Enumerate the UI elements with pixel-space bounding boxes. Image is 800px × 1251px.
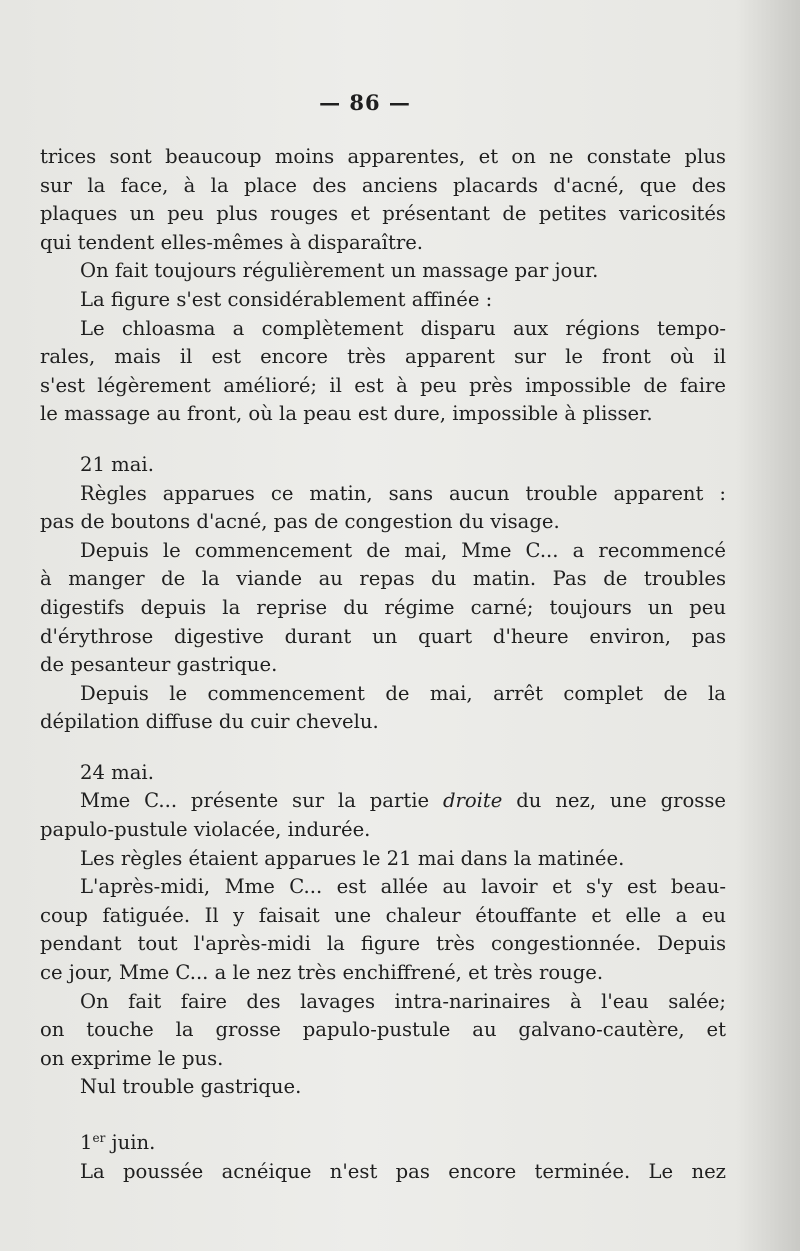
text-line: trices sont beaucoup moins apparentes, et on ne constate plus: [40, 145, 726, 168]
text-line: La poussée acnéique n'est pas encore terminée. Le nez: [80, 1159, 726, 1183]
text-line: s'est légèrement amélioré; il est à peu près impossible de faire: [40, 373, 726, 397]
emphasis-text: droite: [442, 789, 503, 813]
text-line: pas de boutons d'acné, pas de congestion du visage.: [40, 510, 560, 534]
text-line: qui tendent elles-mêmes à disparaître.: [40, 230, 424, 254]
text-line: [40, 787, 726, 816]
paragraph-viande: [40, 537, 726, 680]
text-line: d'érythrose digestive durant un quart d'heure environ, pas: [40, 624, 726, 648]
text-line: coup fatiguée. Il y faisait une chaleur étouffante et elle a eu: [40, 903, 726, 927]
paragraph-massage: [40, 257, 726, 286]
paragraph-figure: [40, 286, 726, 315]
text-line: Depuis le commencement de mai, arrêt complet de la: [80, 681, 726, 705]
paragraph-regles: [40, 480, 726, 537]
paragraph-depilation: [40, 680, 726, 737]
date-number: 1: [80, 1131, 93, 1154]
text-fragment: Mme C... présente sur la partie: [80, 789, 443, 813]
text-line: digestifs depuis la reprise du régime carné; toujours un peu: [40, 595, 726, 619]
text-line: pendant tout l'après-midi la figure très congestionnée. Depuis: [40, 932, 726, 956]
text-line: à manger de la viande au repas du matin. Pas de troubles: [40, 567, 726, 591]
date-month: juin.: [105, 1131, 156, 1154]
text-line: de pesanteur gastrique.: [40, 653, 278, 677]
text-line: Le chloasma a complètement disparu aux régions tempo-: [80, 316, 726, 340]
text-line: on exprime le pus.: [40, 1046, 224, 1070]
text-line: Nul trouble gastrique.: [80, 1075, 302, 1099]
text-fragment: du nez, une grosse: [502, 789, 726, 813]
paragraph-chloasma: [40, 315, 726, 429]
text-line: papulo-pustule violacée, indurée.: [40, 818, 371, 842]
paragraph-continuation: [40, 143, 726, 257]
paragraph-lavoir: [40, 873, 726, 987]
paragraph-papulo-pustule: [40, 787, 726, 844]
text-line: Les règles étaient apparues le 21 mai dans la matinée.: [80, 846, 625, 870]
body-text: [40, 143, 726, 1186]
date-superscript: er: [92, 1131, 106, 1145]
section-gap: [40, 1102, 726, 1124]
entry-date-21-mai: 21 mai.: [80, 452, 154, 476]
text-line: plaques un peu plus rouges et présentant de petites varicosités: [40, 202, 726, 226]
text-line: ce jour, Mme C... a le nez très enchiffrené, et très rouge.: [40, 961, 604, 985]
paragraph-nul-trouble: [40, 1073, 726, 1102]
paragraph-lavages: [40, 988, 726, 1074]
paragraph-regles-21: [40, 845, 726, 874]
entry-date-1er-juin: [40, 1124, 726, 1158]
text-line: La figure s'est considérablement affinée :: [80, 287, 493, 311]
section-gap: [40, 429, 726, 451]
text-line: Depuis le commencement de mai, Mme C... a recommencé: [80, 538, 726, 562]
section-gap: [40, 737, 726, 759]
text-line: sur la face, à la place des anciens placards d'acné, que des: [40, 173, 726, 197]
text-line: On fait toujours régulièrement un massage par jour.: [80, 259, 599, 283]
text-line: on touche la grosse papulo-pustule au galvano-cautère, et: [40, 1018, 726, 1042]
text-line: dépilation diffuse du cuir chevelu.: [40, 710, 379, 734]
entry-date-24-mai: 24 mai.: [80, 760, 154, 784]
page-number: — 86 —: [319, 90, 411, 115]
text-line: Règles apparues ce matin, sans aucun trouble apparent :: [80, 481, 726, 505]
text-line: L'après-midi, Mme C... est allée au lavoir et s'y est beau-: [80, 875, 726, 899]
text-line: le massage au front, où la peau est dure, impossible à plisser.: [40, 402, 653, 426]
paragraph-poussee: [40, 1158, 726, 1187]
text-line: On fait faire des lavages intra-narinaires à l'eau salée;: [80, 989, 726, 1013]
text-line: rales, mais il est encore très apparent sur le front où il: [40, 345, 726, 369]
